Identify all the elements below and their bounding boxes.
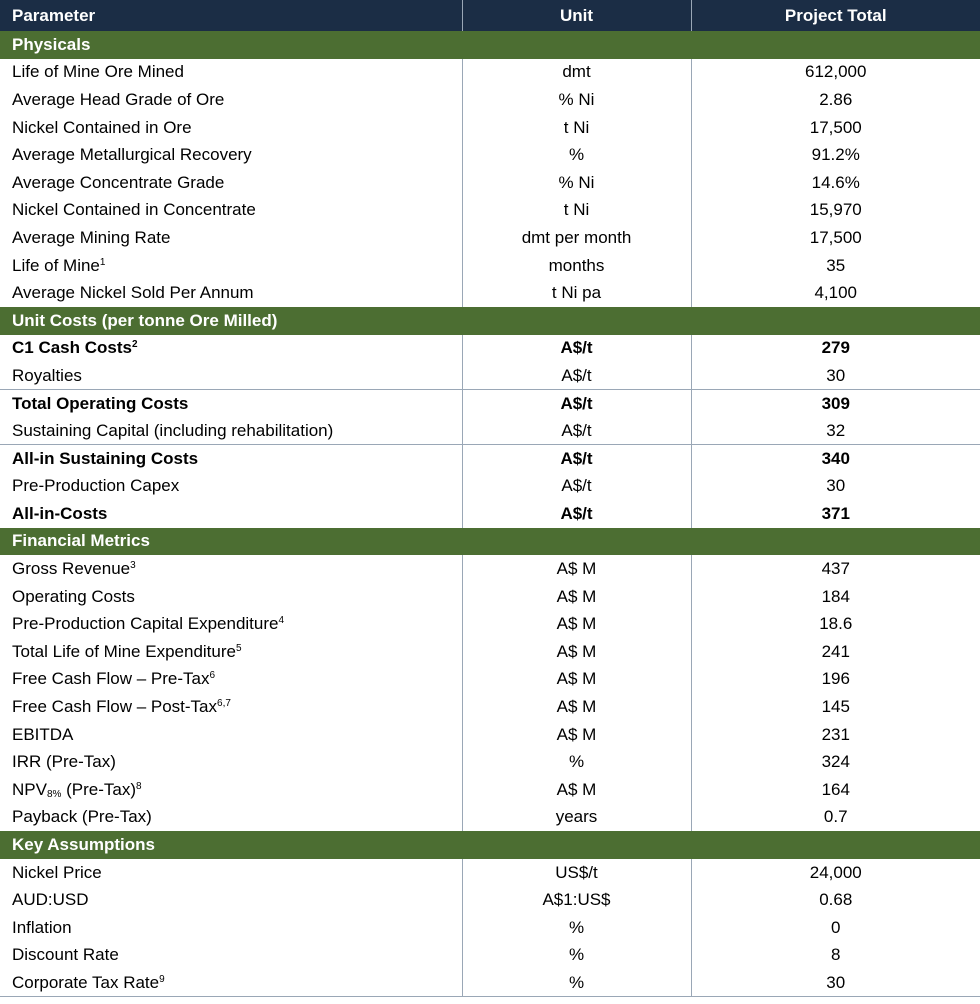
row-value: 24,000 [809, 862, 862, 882]
row-label: Sustaining Capital (including rehabilitation) [0, 417, 462, 445]
row-value: 0 [831, 917, 841, 937]
row-label: Operating Costs [0, 583, 462, 611]
row-value: 340 [691, 445, 980, 473]
row-unit: t Ni [462, 114, 691, 142]
row-unit: A$ M [462, 693, 691, 721]
table-row [0, 804, 980, 832]
table-row [0, 390, 980, 418]
table-row [0, 969, 980, 997]
row-unit: A$ M [462, 610, 691, 638]
discount-subscript: 8% [46, 788, 62, 800]
row-value: 32 [826, 420, 846, 440]
row-unit: % [462, 914, 691, 942]
row-label: Life of Mine Ore Mined [0, 59, 462, 87]
footnote-marker: 2 [131, 339, 138, 351]
row-unit: % [462, 748, 691, 776]
row-value: 0.7 [823, 807, 848, 827]
row-unit: t Ni [462, 197, 691, 225]
table-row [0, 252, 980, 280]
row-unit: A$ M [462, 776, 691, 804]
row-unit: dmt per month [462, 224, 691, 252]
row-label: Total Life of Mine Expenditure$^5$ [0, 638, 462, 666]
table-row [0, 197, 980, 225]
row-label: Average Concentrate Grade [0, 169, 462, 197]
row-unit: % [462, 942, 691, 970]
section-title: Financial Metrics [0, 528, 462, 556]
row-unit: % Ni [462, 86, 691, 114]
row-unit: t Ni pa [462, 279, 691, 307]
row-label: Nickel Contained in Concentrate [0, 197, 462, 225]
row-label: Average Metallurgical Recovery [0, 141, 462, 169]
row-value: 2.86 [819, 89, 853, 109]
footnote-marker: 3 [130, 560, 136, 572]
section-title: Key Assumptions [0, 831, 462, 859]
footnote-marker: 6,7 [217, 698, 231, 710]
footnote-marker: 5 [235, 642, 242, 654]
table-row [0, 417, 980, 445]
row-unit: A$ M [462, 666, 691, 694]
row-label: Free Cash Flow – Pre-Tax$^6$ [0, 666, 462, 694]
header-parameter: Parameter [0, 0, 462, 31]
section-unit-costs [0, 307, 980, 335]
table-row [0, 776, 980, 804]
row-label: Free Cash Flow – Post-Tax$^{6,7}$ [0, 693, 462, 721]
row-unit: dmt [462, 59, 691, 87]
row-label: Payback (Pre-Tax) [0, 804, 462, 832]
row-value: 612,000 [805, 62, 867, 82]
row-value: 17,500 [809, 117, 862, 137]
row-unit: % [462, 141, 691, 169]
row-label: Average Nickel Sold Per Annum [0, 279, 462, 307]
row-label: Corporate Tax Rate$^9$ [0, 969, 462, 997]
header-unit: Unit [462, 0, 691, 31]
row-label: Life of Mine$^1$ [0, 252, 462, 280]
row-label: Total Operating Costs [0, 390, 462, 418]
row-value: 184 [821, 586, 850, 606]
row-unit: % Ni [462, 169, 691, 197]
table-row [0, 693, 980, 721]
row-label: AUD:USD [0, 886, 462, 914]
table-row [0, 942, 980, 970]
row-value: 30 [826, 365, 846, 385]
row-label: C1 Cash Costs$^2$ [0, 335, 462, 363]
table-row [0, 169, 980, 197]
table-row [0, 914, 980, 942]
row-unit: months [462, 252, 691, 280]
section-key-assumptions [0, 831, 980, 859]
table-row [0, 666, 980, 694]
table-row [0, 86, 980, 114]
row-value: 324 [821, 752, 850, 772]
row-unit: A$ M [462, 583, 691, 611]
row-unit: % [462, 969, 691, 997]
section-title: Physicals [0, 31, 462, 59]
row-value: 18.6 [819, 614, 853, 634]
table-row [0, 610, 980, 638]
row-value: 91.2% [811, 145, 860, 165]
table-row [0, 583, 980, 611]
footnote-marker: 1 [99, 256, 106, 268]
footnote-marker: 8 [136, 780, 142, 792]
row-label: Average Head Grade of Ore [0, 86, 462, 114]
row-value: 0.68 [819, 890, 853, 910]
row-value: 14.6% [811, 172, 860, 192]
row-value: 279 [821, 338, 850, 358]
table-row [0, 335, 980, 363]
table-row [0, 748, 980, 776]
table-header-row [0, 0, 980, 31]
table-row [0, 141, 980, 169]
row-value: 231 [821, 724, 850, 744]
row-label: Pre-Production Capex [0, 473, 462, 501]
row-unit: US$/t [462, 859, 691, 887]
row-value: 164 [821, 779, 850, 799]
footnote-marker: 4 [278, 615, 285, 627]
row-unit: A$ M [462, 555, 691, 583]
table-row [0, 473, 980, 501]
section-physicals [0, 31, 980, 59]
table-row [0, 500, 980, 528]
row-unit: A$/t [462, 390, 691, 418]
footnote-marker: 9 [159, 973, 165, 985]
table-row [0, 114, 980, 142]
row-unit: A$/t [462, 417, 691, 445]
row-label: Nickel Contained in Ore [0, 114, 462, 142]
table-row [0, 362, 980, 390]
row-label: Royalties [0, 362, 462, 390]
row-value: 371 [821, 503, 850, 523]
table-row [0, 886, 980, 914]
header-project-total: Project Total [691, 0, 980, 31]
table-row [0, 224, 980, 252]
row-label: Discount Rate [0, 942, 462, 970]
row-unit: A$ M [462, 721, 691, 749]
row-label: Pre-Production Capital Expenditure$^4$ [0, 610, 462, 638]
row-unit: years [462, 804, 691, 832]
table-row [0, 721, 980, 749]
row-value: 35 [826, 255, 846, 275]
row-unit: A$1:US$ [462, 886, 691, 914]
row-value: 241 [821, 641, 850, 661]
row-value: 437 [821, 559, 850, 579]
footnote-marker: 6 [209, 670, 216, 682]
row-unit: A$/t [462, 335, 691, 363]
row-label: IRR (Pre-Tax) [0, 748, 462, 776]
table-row [0, 279, 980, 307]
row-label: $NPV_{8\%}$ $(Pre-Tax)^8$ [0, 776, 462, 804]
row-value: 145 [821, 697, 850, 717]
table-row [0, 638, 980, 666]
row-unit: A$/t [462, 362, 691, 390]
row-value: 8 [831, 945, 841, 965]
row-label: Inflation [0, 914, 462, 942]
table-row [0, 59, 980, 87]
row-value: 17,500 [809, 227, 862, 247]
row-unit: A$/t [462, 473, 691, 501]
table-row [0, 555, 980, 583]
row-label: EBITDA [0, 721, 462, 749]
row-label: All-in-Costs [0, 500, 462, 528]
row-unit: A$/t [462, 500, 691, 528]
row-label: Average Mining Rate [0, 224, 462, 252]
row-label: Gross Revenue$^3$ [0, 555, 462, 583]
row-value: 196 [821, 669, 850, 689]
table-row [0, 445, 980, 473]
row-value: 30 [691, 969, 980, 997]
row-unit: A$/t [462, 445, 691, 473]
row-value: 309 [691, 390, 980, 418]
row-value: 15,970 [809, 200, 862, 220]
row-label: Nickel Price [0, 859, 462, 887]
row-label: All-in Sustaining Costs [0, 445, 462, 473]
row-unit: A$ M [462, 638, 691, 666]
row-value: 4,100 [814, 283, 858, 303]
row-value: 30 [826, 476, 846, 496]
section-title: Unit Costs (per tonne Ore Milled) [0, 307, 462, 335]
section-financial-metrics [0, 528, 980, 556]
table-row [0, 859, 980, 887]
